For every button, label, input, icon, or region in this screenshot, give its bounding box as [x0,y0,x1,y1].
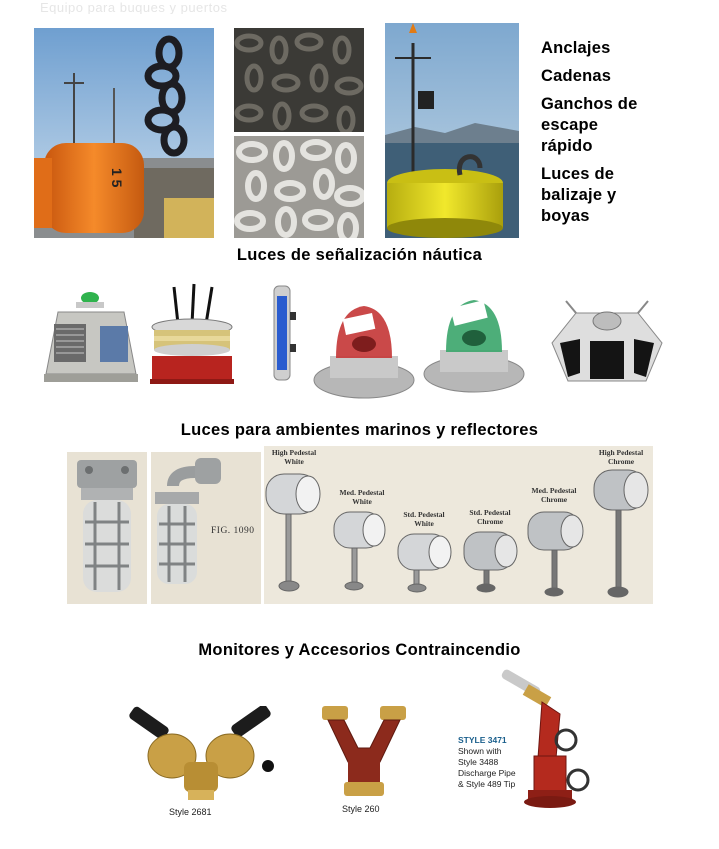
heading-marine-lights: Luces para ambientes marinos y reflectores [180,421,539,439]
red-navigation-light-photo [312,292,416,400]
orange-buoy-photo [34,28,214,238]
caption-style-2681: Style 2681 [169,807,212,817]
list-item-cadenas: Cadenas [541,67,612,85]
solar-lantern-photo [40,282,142,387]
caption-style-260: Style 260 [342,804,380,814]
searchlight-4-line1: Std. Pedestal [469,508,511,517]
heading-fire-monitors: Monitores y Accesorios Contraincendio [198,641,521,659]
searchlight-label-1 [264,448,324,466]
galvanized-chain-photo [234,136,364,238]
searchlight-1-line2: White [284,457,304,466]
buoy-number: 1 5 [109,168,125,188]
list-item-luces-2: balizaje y [541,186,617,204]
dark-chain-photo [234,28,364,132]
blue-led-strip-photo [266,284,300,382]
searchlight-label-4 [458,508,522,526]
list-item-ganchos-2: escape [541,116,599,134]
searchlight-6-line1: High Pedestal [598,448,644,457]
list-item-luces-1: Luces de [541,165,615,183]
searchlight-label-5 [522,486,586,504]
faded-header-text: Equipo para buques y puertos [40,0,228,14]
style-3471-line-2: Style 3488 [458,757,499,767]
searchlights-panel [264,446,653,604]
yellow-buoy-photo [385,23,519,238]
led-beacon-antenna-photo [142,282,242,387]
searchlight-3-line2: White [414,519,434,528]
style-3471-line-1: Shown with [458,746,502,756]
style-3471-title: STYLE 3471 [458,735,507,745]
wall-mount-fixture-photo [151,452,261,604]
fixture-fig-label: FIG. 1090 [211,526,255,536]
product-list [541,38,711,234]
list-item-luces-3: boyas [541,207,590,225]
list-item-anclajes: Anclajes [541,39,611,57]
searchlight-3-line1: Std. Pedestal [403,510,445,519]
searchlight-6-line2: Chrome [607,457,635,466]
style-3471-monitor-photo [494,668,598,810]
style-260-wye-photo [318,700,410,800]
searchlight-5-line2: Chrome [540,495,568,504]
style-2681-wye-photo [126,706,276,806]
searchlight-label-6 [590,448,652,466]
searchlight-1-line1: High Pedestal [271,448,317,457]
style-3471-line-4: & Style 489 Tip [458,779,516,789]
green-navigation-light-photo [422,288,526,396]
searchlight-label-2 [330,488,394,506]
vapor-tight-fixture-photo [67,452,147,604]
solar-marine-lantern-photo [546,293,668,393]
searchlight-5-line1: Med. Pedestal [531,486,577,495]
searchlight-4-line2: Chrome [476,517,504,526]
list-item-ganchos-3: rápido [541,137,593,155]
list-item-ganchos-1: Ganchos de [541,95,638,113]
style-3471-line-3: Discharge Pipe [458,768,516,778]
searchlight-2-line2: White [352,497,372,506]
searchlight-2-line1: Med. Pedestal [339,488,385,497]
searchlight-label-3 [392,510,456,528]
heading-nautical-lights: Luces de señalización náutica [236,246,483,264]
